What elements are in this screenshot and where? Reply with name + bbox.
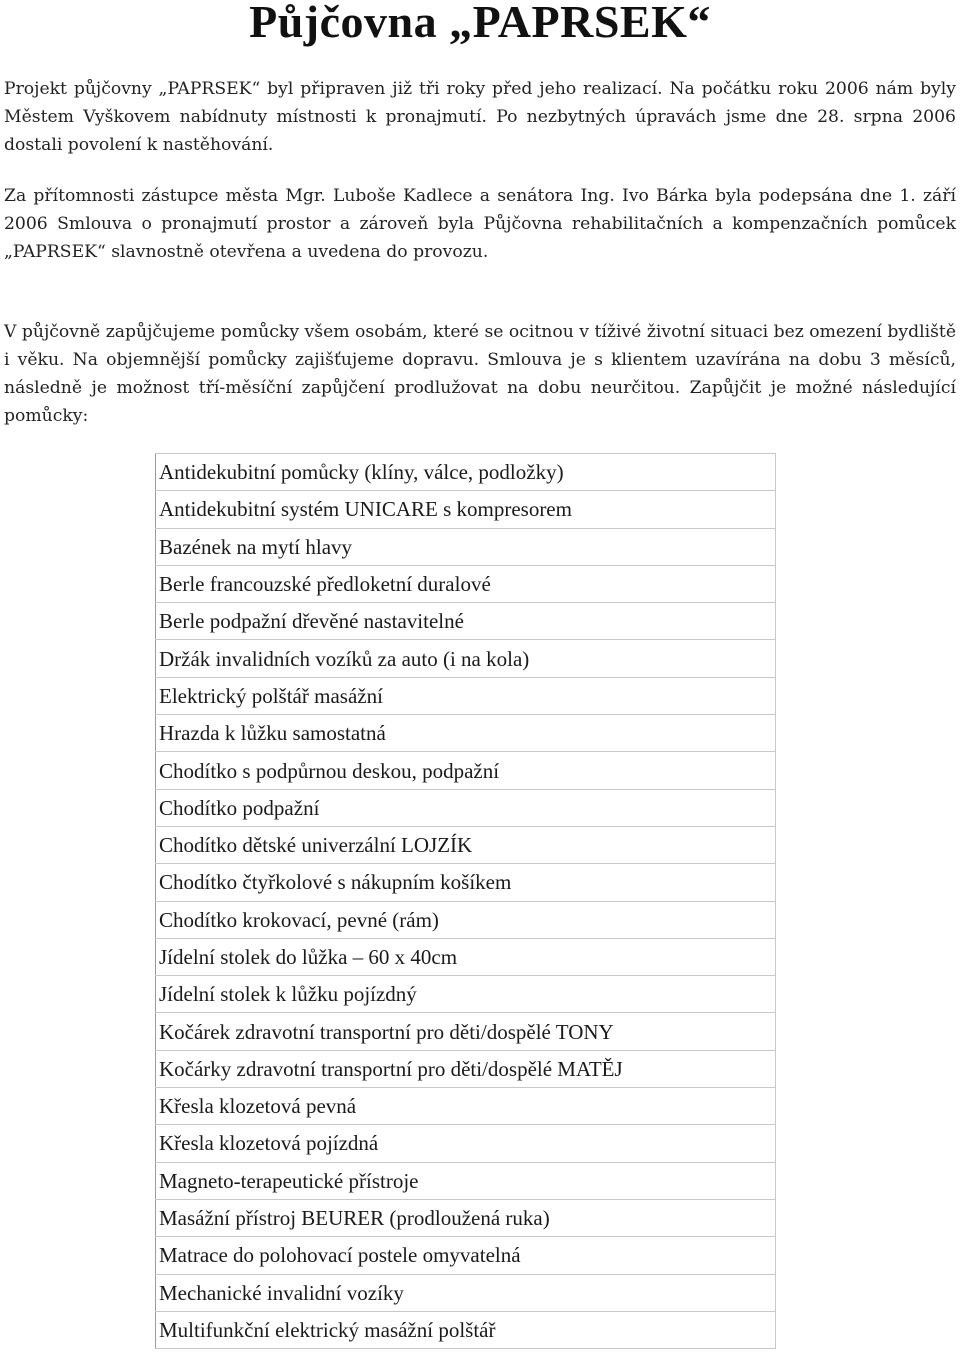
- table-row: [156, 1162, 776, 1199]
- paragraph-rental-terms: V půjčovně zapůjčujeme pomůcky všem osobám, které se ocitnou v tíživé životní situaci bez omezení bydliště i věku. Na objemnější pomůcky zajišťujeme dopravu. Smlouva je s klientem uzavírána na dobu 3 měsíců, následně je možnost tří-měsíční zapůjčení prodlužovat na dobu neurčitou. Zapůjčit je možné následující pomůcky:: [4, 322, 956, 426]
- aid-item: Bazének na mytí hlavy: [156, 528, 776, 565]
- table-row: [156, 1274, 776, 1311]
- aid-item: Křesla klozetová pojízdná: [156, 1125, 776, 1162]
- table-row: [156, 789, 776, 826]
- aid-item: Jídelní stolek do lůžka – 60 x 40cm: [156, 938, 776, 975]
- table-row: [156, 677, 776, 714]
- aid-item: Kočárky zdravotní transportní pro děti/dospělé MATĚJ: [156, 1050, 776, 1087]
- table-row: [156, 715, 776, 752]
- table-row: [156, 528, 776, 565]
- aid-item: Antidekubitní pomůcky (klíny, válce, podložky): [156, 454, 776, 491]
- page-title: Půjčovna „PAPRSEK“: [249, 0, 711, 47]
- aid-item: Křesla klozetová pevná: [156, 1088, 776, 1125]
- aids-table: [155, 453, 776, 1349]
- aid-item: Chodítko čtyřkolové s nákupním košíkem: [156, 864, 776, 901]
- aid-item: Chodítko podpažní: [156, 789, 776, 826]
- aid-item: Chodítko dětské univerzální LOJZÍK: [156, 826, 776, 863]
- table-row: [156, 1050, 776, 1087]
- aid-item: Masážní přístroj BEURER (prodloužená ruka): [156, 1199, 776, 1236]
- aid-item: Matrace do polohovací postele omyvatelná: [156, 1237, 776, 1274]
- aid-item: Hrazda k lůžku samostatná: [156, 715, 776, 752]
- table-row: [156, 1199, 776, 1236]
- table-row: [156, 1125, 776, 1162]
- table-row: [156, 640, 776, 677]
- table-row: [156, 938, 776, 975]
- aids-table-body: [156, 454, 776, 1349]
- aid-item: Jídelní stolek k lůžku pojízdný: [156, 976, 776, 1013]
- paragraph-history: Projekt půjčovny „PAPRSEK“ byl připraven již tři roky před jeho realizací. Na počátku roku 2006 nám byly Městem Vyškovem nabídnuty místnosti k pronajmutí. Po nezbytných úpravách jsme dne 28. srpna 2006 dostali povolení k nastěhování.: [4, 79, 956, 155]
- table-row: [156, 1013, 776, 1050]
- table-row: [156, 752, 776, 789]
- aid-item: Antidekubitní systém UNICARE s kompresorem: [156, 491, 776, 528]
- table-row: [156, 603, 776, 640]
- table-row: [156, 1088, 776, 1125]
- aid-item: Magneto-terapeutické přístroje: [156, 1162, 776, 1199]
- table-row: [156, 976, 776, 1013]
- table-row: [156, 901, 776, 938]
- table-row: [156, 826, 776, 863]
- aid-item: Berle podpažní dřevěné nastavitelné: [156, 603, 776, 640]
- paragraph-opening: Za přítomnosti zástupce města Mgr. Luboše Kadlece a senátora Ing. Ivo Bárka byla podepsána dne 1. září 2006 Smlouva o pronajmutí prostor a zároveň byla Půjčovna rehabilitačních a kompenzačních pomůcek „PAPRSEK“ slavnostně otevřena a uvedena do provozu.: [4, 186, 956, 262]
- aid-item: Držák invalidních vozíků za auto (i na kola): [156, 640, 776, 677]
- aid-item: Multifunkční elektrický masážní polštář: [156, 1311, 776, 1348]
- table-row: [156, 491, 776, 528]
- aid-item: Chodítko s podpůrnou deskou, podpažní: [156, 752, 776, 789]
- aid-item: Berle francouzské předloketní duralové: [156, 565, 776, 602]
- aid-item: Mechanické invalidní vozíky: [156, 1274, 776, 1311]
- table-row: [156, 1311, 776, 1348]
- aid-item: Elektrický polštář masážní: [156, 677, 776, 714]
- table-row: [156, 454, 776, 491]
- aid-item: Kočárek zdravotní transportní pro děti/dospělé TONY: [156, 1013, 776, 1050]
- table-row: [156, 565, 776, 602]
- table-row: [156, 864, 776, 901]
- table-row: [156, 1237, 776, 1274]
- aid-item: Chodítko krokovací, pevné (rám): [156, 901, 776, 938]
